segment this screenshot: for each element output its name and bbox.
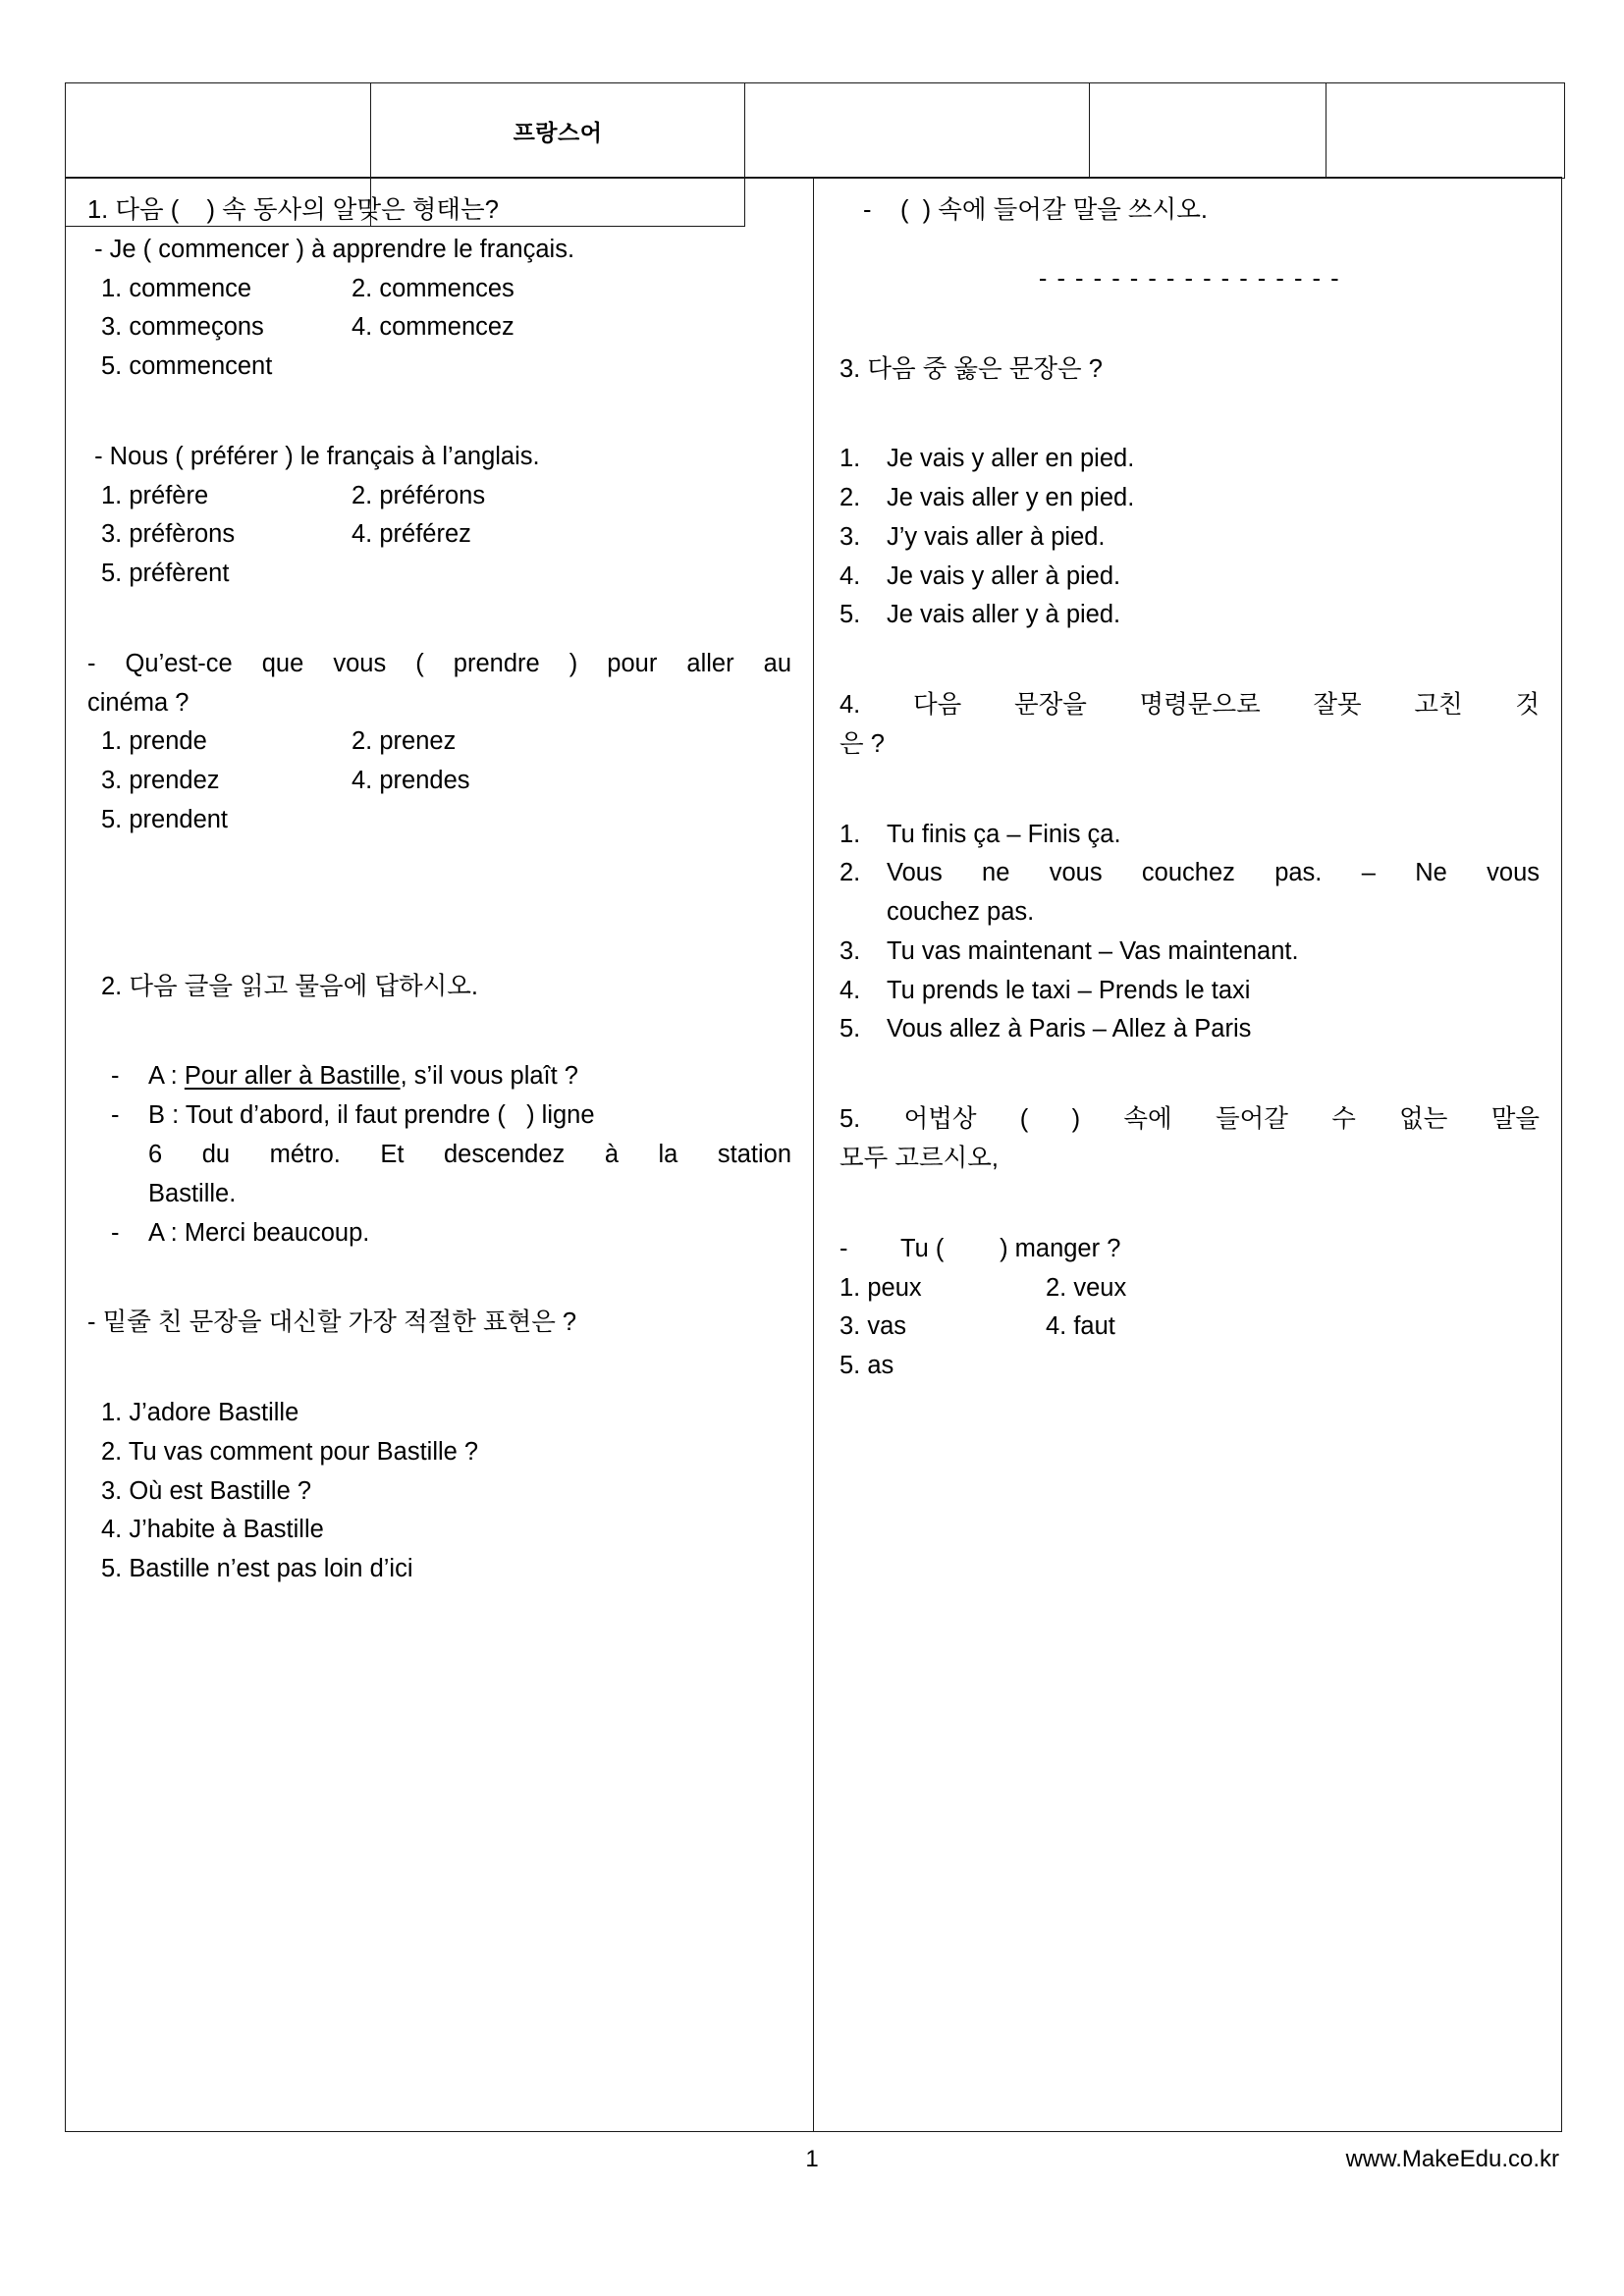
option-label[interactable]: 3. commeçons <box>101 313 264 342</box>
option-label[interactable]: 5. commencent <box>101 352 273 381</box>
dash-bullet-icon: - <box>839 1234 848 1262</box>
option-row <box>87 347 791 387</box>
option-label[interactable]: 2. prenez <box>352 727 457 756</box>
right-column-content <box>814 178 1561 1396</box>
option-label[interactable] <box>1046 1347 1540 1386</box>
option-label: J’y vais aller à pied. <box>887 522 1106 551</box>
question-4-prompt-line2: 은 ? <box>839 729 885 758</box>
spacer <box>839 1179 1540 1230</box>
header-cell-blank-left <box>66 83 371 179</box>
option-label: Je vais aller y en pied. <box>887 484 1135 512</box>
spacer <box>839 299 1540 350</box>
option-row[interactable] <box>839 440 1540 479</box>
question-2-prompt: 2. 다음 글을 읽고 물음에 답하시오. <box>101 972 479 1000</box>
option-number: 3. <box>839 936 861 965</box>
option-number: 1. <box>839 445 861 473</box>
spacer <box>839 1049 1540 1100</box>
option-label[interactable]: 2. commences <box>352 274 514 302</box>
right-column-cell <box>814 178 1562 2132</box>
option-row <box>87 722 791 762</box>
section-divider: - - - - - - - - - - - - - - - - - <box>1038 264 1341 293</box>
dialogue-line-a2 <box>87 1214 791 1254</box>
intro-instruction <box>839 191 1540 231</box>
option-number: 3. <box>839 522 861 551</box>
option-number: 5. <box>839 601 861 629</box>
option-label[interactable]: 5. Bastille n’est pas loin d’ici <box>101 1555 413 1583</box>
dash-bullet-icon: - <box>111 1062 120 1091</box>
dialogue-text <box>148 1214 791 1254</box>
option-label[interactable] <box>352 801 791 840</box>
dialogue-rest: , s’il vous plaît ? <box>400 1062 578 1091</box>
dash-bullet-spacer <box>87 1136 148 1175</box>
option-label: Vous ne vous couchez pas. – Ne vous <box>887 859 1540 887</box>
spacer <box>839 765 1540 816</box>
option-label: Tu prends le taxi – Prends le taxi <box>887 976 1251 1004</box>
option-row[interactable] <box>839 816 1540 855</box>
option-row <box>87 555 791 594</box>
option-number: 1. <box>839 820 861 848</box>
dialogue-line-a1 <box>87 1057 791 1096</box>
option-row <box>87 762 791 801</box>
dialogue-body: Merci beaucoup. <box>184 1218 370 1247</box>
header-cell-blank-middle <box>745 83 1090 179</box>
option-label[interactable]: 4. préférez <box>352 520 471 549</box>
option-row[interactable] <box>839 558 1540 597</box>
option-label: Tu finis ça – Finis ça. <box>887 820 1121 848</box>
header-cell-subject <box>371 83 745 179</box>
dialogue-continuation: Bastille. <box>148 1179 237 1207</box>
option-row[interactable] <box>839 596 1540 635</box>
page-number: 1 <box>805 2146 819 2172</box>
option-label[interactable]: 1. prende <box>101 727 207 756</box>
subject-title: 프랑스어 <box>513 119 603 145</box>
option-label[interactable] <box>352 555 791 594</box>
option-label[interactable]: 5. prendent <box>101 805 229 833</box>
option-label[interactable]: 2. préférons <box>352 481 486 509</box>
option-number: 2. <box>839 859 861 887</box>
option-row[interactable] <box>839 479 1540 518</box>
left-column-content <box>66 178 813 1599</box>
question-2-subprompt: - 밑줄 친 문장을 대신할 가장 적절한 표현은 ? <box>87 1308 577 1337</box>
option-row <box>839 1269 1540 1308</box>
option-label[interactable]: 3. vas <box>839 1312 907 1341</box>
left-column-cell <box>66 178 814 2132</box>
question-1-item-1-stem: - Je ( commencer ) à apprendre le français. <box>87 235 575 263</box>
option-row[interactable] <box>839 1010 1540 1049</box>
option-label[interactable]: 1. J’adore Bastille <box>101 1399 299 1427</box>
spacer <box>839 635 1540 686</box>
spacer <box>839 389 1540 440</box>
question-5-prompt-line2: 모두 고르시오, <box>839 1145 999 1173</box>
option-label[interactable] <box>352 347 791 387</box>
question-1-prompt: 1. 다음 ( ) 속 동사의 알맞은 형태는? <box>87 196 499 224</box>
speaker-label: A : <box>148 1062 185 1091</box>
dialogue-line-b-cont1 <box>87 1136 791 1175</box>
question-1-item-3-stem-cont: cinéma ? <box>87 688 189 717</box>
dialogue-body: Tout d’abord, il faut prendre ( ) ligne <box>185 1101 595 1130</box>
option-label[interactable]: 4. prendes <box>352 767 470 795</box>
option-number: 5. <box>839 1015 861 1043</box>
option-label[interactable]: 4. J’habite à Bastille <box>101 1516 324 1544</box>
question-5-stem <box>839 1230 1540 1269</box>
option-row <box>87 477 791 516</box>
option-label: Je vais y aller en pied. <box>887 445 1135 473</box>
spacer <box>87 917 791 968</box>
spacer <box>87 1343 791 1394</box>
dialogue-continuation: 6 du métro. Et descendez à la station <box>148 1141 791 1169</box>
site-url: www.MakeEdu.co.kr <box>1345 2146 1559 2172</box>
dialogue-text <box>148 1057 791 1096</box>
option-label: Vous allez à Paris – Allez à Paris <box>887 1015 1252 1043</box>
spacer <box>839 231 1540 260</box>
spacer <box>87 840 791 917</box>
option-label[interactable]: 1. commence <box>101 274 252 302</box>
option-label[interactable]: 2. Tu vas comment pour Bastille ? <box>101 1437 479 1466</box>
option-label: Je vais y aller à pied. <box>887 561 1121 590</box>
dash-bullet-icon: - <box>111 1218 120 1247</box>
dash-bullet-spacer <box>87 1175 148 1214</box>
dash-bullet-icon: - <box>863 196 872 224</box>
header-cell-grid-r1c2 <box>1326 83 1565 179</box>
question-5-stem-text: Tu ( ) manger ? <box>900 1234 1121 1262</box>
option-label[interactable]: 3. prendez <box>101 767 220 795</box>
option-row <box>839 1308 1540 1347</box>
option-label[interactable]: 3. préfèrons <box>101 520 236 549</box>
option-label[interactable]: 3. Où est Bastille ? <box>101 1476 312 1505</box>
option-label[interactable]: 5. préfèrent <box>101 560 230 588</box>
dialogue-line-b-cont2 <box>87 1175 791 1214</box>
intro-instruction-text: ( ) 속에 들어갈 말을 쓰시오. <box>900 196 1208 224</box>
option-row[interactable] <box>839 933 1540 972</box>
option-row[interactable] <box>839 854 1540 893</box>
dash-bullet-icon: - <box>111 1101 120 1130</box>
option-row[interactable] <box>839 518 1540 558</box>
page-footer <box>65 2146 1559 2173</box>
option-label[interactable]: 1. peux <box>839 1273 922 1302</box>
option-label[interactable]: 4. faut <box>1046 1312 1115 1341</box>
option-number: 2. <box>839 484 861 512</box>
option-row-continuation <box>839 893 1540 933</box>
option-row <box>87 801 791 840</box>
option-label: Je vais aller y à pied. <box>887 601 1121 629</box>
option-row <box>839 1347 1540 1386</box>
speaker-label: B : <box>148 1101 186 1130</box>
spacer <box>87 1006 791 1057</box>
question-4-prompt-line1: 4. 다음 문장을 명령문으로 잘못 고친 것 <box>839 691 1540 720</box>
dialogue-line-b <box>87 1096 791 1136</box>
option-row <box>87 515 791 555</box>
option-row <box>87 308 791 347</box>
questions-table <box>65 177 1562 2132</box>
underlined-phrase: Pour aller à Bastille <box>184 1062 401 1091</box>
option-label[interactable]: 4. commencez <box>352 313 514 342</box>
spacer <box>87 387 791 438</box>
option-label: Tu vas maintenant – Vas maintenant. <box>887 936 1299 965</box>
question-3-prompt: 3. 다음 중 옳은 문장은 ? <box>839 354 1103 383</box>
question-1-item-2-stem: - Nous ( préférer ) le français à l’anglais. <box>87 442 540 470</box>
option-label[interactable]: 1. préfère <box>101 481 209 509</box>
option-number: 4. <box>839 561 861 590</box>
option-row[interactable] <box>839 972 1540 1011</box>
option-label[interactable]: 2. veux <box>1046 1273 1127 1302</box>
question-5-prompt-line1: 5. 어법상 ( ) 속에 들어갈 수 없는 말을 <box>839 1105 1540 1134</box>
header-cell-grid-r1c1 <box>1090 83 1326 179</box>
spacer <box>87 1253 791 1304</box>
option-number-spacer <box>839 893 887 933</box>
option-label[interactable]: 5. as <box>839 1352 894 1380</box>
spacer <box>87 594 791 645</box>
option-number: 4. <box>839 976 861 1004</box>
speaker-label: A : <box>148 1218 185 1247</box>
dialogue-text <box>148 1096 791 1136</box>
option-row <box>87 270 791 309</box>
question-1-item-3-stem: - Qu’est-ce que vous ( prendre ) pour aller au <box>87 649 791 677</box>
option-label-continuation: couchez pas. <box>887 898 1035 927</box>
